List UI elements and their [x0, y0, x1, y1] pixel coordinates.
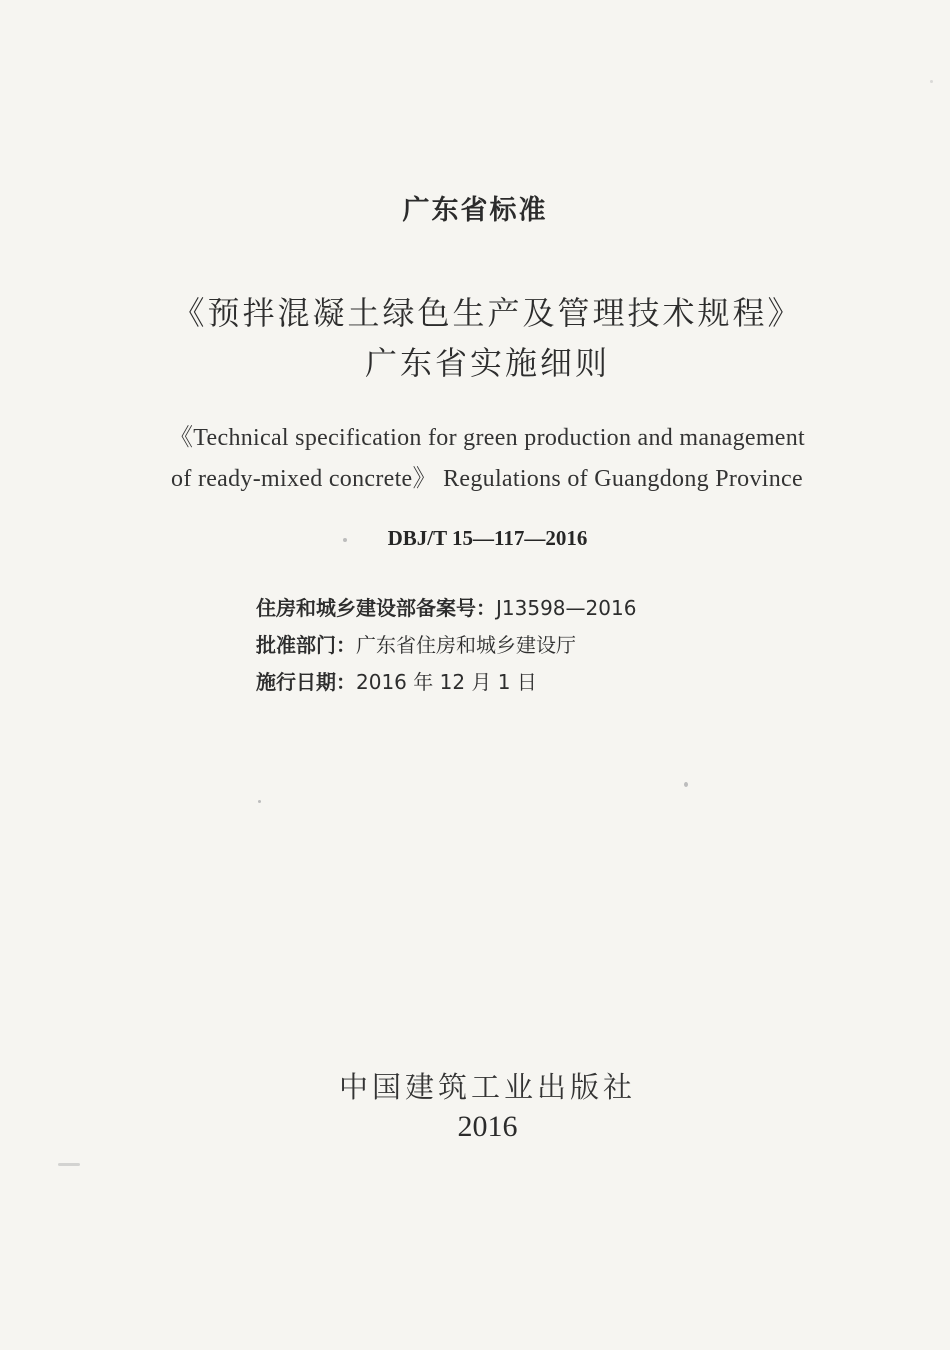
scan-speck: [58, 1163, 80, 1166]
scan-speck: [258, 800, 261, 803]
publication-year: 2016: [457, 1110, 518, 1143]
scan-speck: [930, 80, 933, 83]
approval-department-row: [256, 629, 576, 658]
standard-category-label: 广东省标准: [402, 195, 548, 226]
effective-date-label: 施行日期：: [256, 670, 356, 694]
scan-speck: [684, 782, 688, 787]
effective-date-row: [256, 666, 537, 695]
title-english-line-1: 《Technical specification for green production and management: [168, 425, 806, 451]
title-english-line-2: of ready-mixed concrete》 Regulations of Guangdong Province: [171, 466, 803, 492]
approval-department-label: 批准部门：: [256, 633, 356, 657]
approval-department-value: 广东省住房和城乡建设厅: [356, 633, 576, 657]
record-number-value: J13598—2016: [496, 596, 637, 620]
scan-speck: [343, 538, 347, 542]
record-number-row: [256, 592, 636, 621]
title-chinese-line-2: 广东省实施细则: [364, 344, 610, 382]
publisher-name: 中国建筑工业出版社: [338, 1070, 636, 1104]
record-number-label: 住房和城乡建设部备案号：: [256, 596, 496, 620]
standard-number: DBJ/T 15—117—2016: [387, 526, 588, 550]
effective-date-value: 2016 年 12 月 1 日: [356, 670, 537, 694]
title-chinese-line-1: 《预拌混凝土绿色生产及管理技术规程》: [172, 294, 803, 332]
